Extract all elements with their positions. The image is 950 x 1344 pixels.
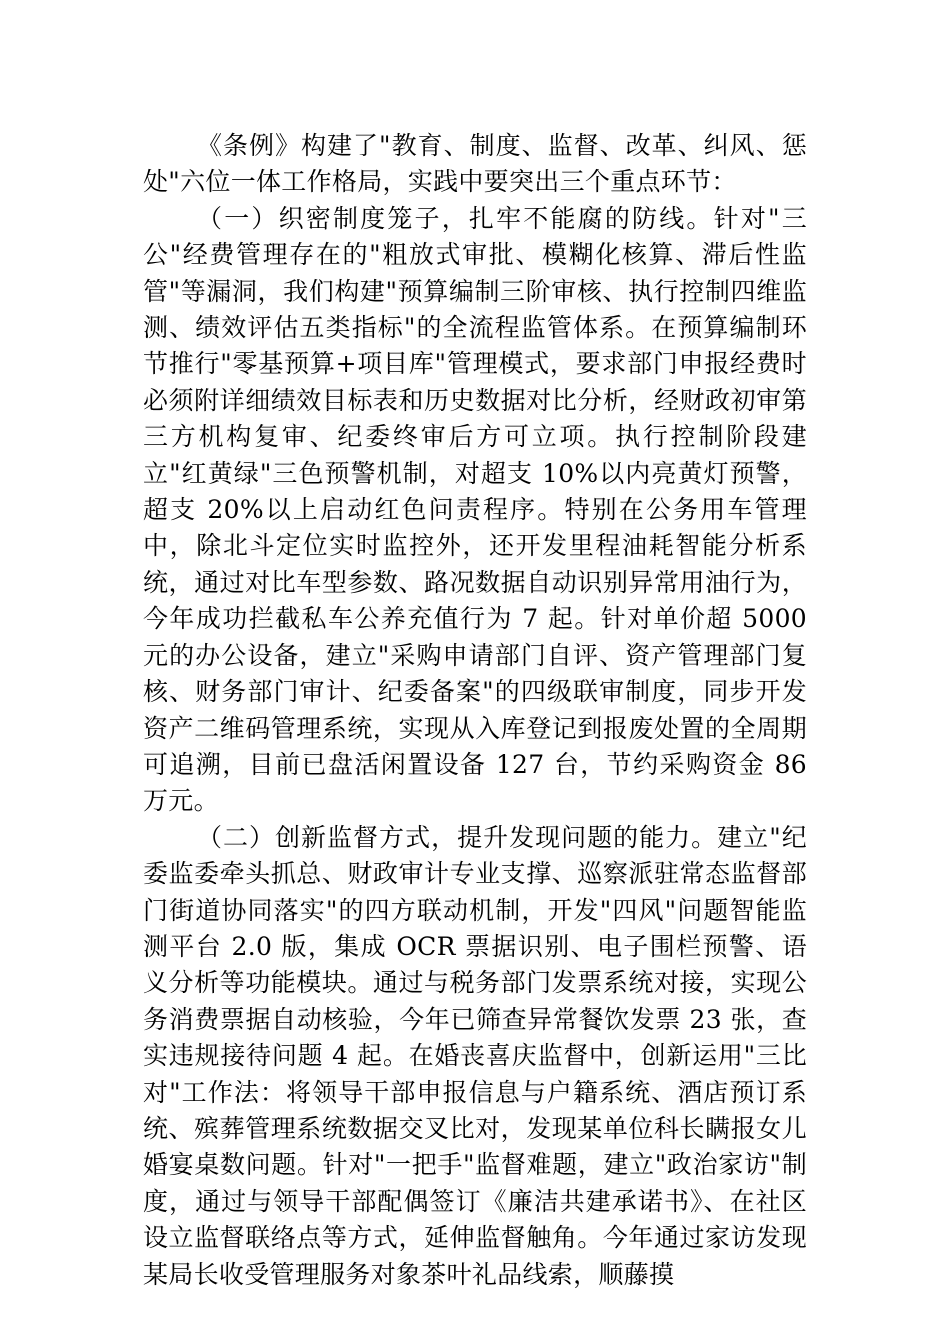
paragraph-section-one: （一）织密制度笼子，扎牢不能腐的防线。针对"三公"经费管理存在的"粗放式审批、模糊化核算、滞后性监管"等漏洞，我们构建"预算编制三阶审核、执行控制四维监测、绩效评估五类指标"的全流程监管体系。在预算编制环节推行"零基预算+项目库"管理模式，要求部门申报经费时必须附详细绩效目标表和历史数据对比分析，经财政初审第三方机构复审、纪委终审后方可立项。执行控制阶段建立"红黄绿"三色预警机制，对超支 10%以内亮黄灯预警，超支 20%以上启动红色问责程序。特别在公务用车管理中，除北斗定位实时监控外，还开发里程油耗智能分析系统，通过对比车型参数、路况数据自动识别异常用油行为，今年成功拦截私车公养充值行为 7 起。针对单价超 5000 元的办公设备，建立"采购申请部门自评、资产管理部门复核、财务部门审计、纪委备案"的四级联审制度，同步开发资产二维码管理系统，实现从入库登记到报废处置的全周期可追溯，目前已盘活闲置设备 127 台，节约采购资金 86 万元。 bbox=[143, 203, 807, 816]
document-body bbox=[143, 128, 807, 1293]
paragraph-intro: 《条例》构建了"教育、制度、监督、改革、纠风、惩处"六位一体工作格局，实践中要突出三个重点环节： bbox=[143, 131, 807, 197]
paragraph-section-two: （二）创新监督方式，提升发现问题的能力。建立"纪委监委牵头抓总、财政审计专业支撑、巡察派驻常态监督部门街道协同落实"的四方联动机制，开发"四风"问题智能监测平台 2.0 版，集成 OCR 票据识别、电子围栏预警、语义分析等功能模块。通过与税务部门发票系统对接，实现公务消费票据自动核验，今年已筛查异常餐饮发票 23 张，查实违规接待问题 4 起。在婚丧喜庆监督中，创新运用"三比对"工作法：将领导干部申报信息与户籍系统、酒店预订系统、殡葬管理系统数据交叉比对，发现某单位科长瞒报女儿婚宴桌数问题。针对"一把手"监督难题，建立"政治家访"制度，通过与领导干部配偶签订《廉洁共建承诺书》、在社区设立监督联络点等方式，延伸监督触角。今年通过家访发现某局长收受管理服务对象茶叶礼品线索，顺藤摸 bbox=[143, 822, 807, 1289]
